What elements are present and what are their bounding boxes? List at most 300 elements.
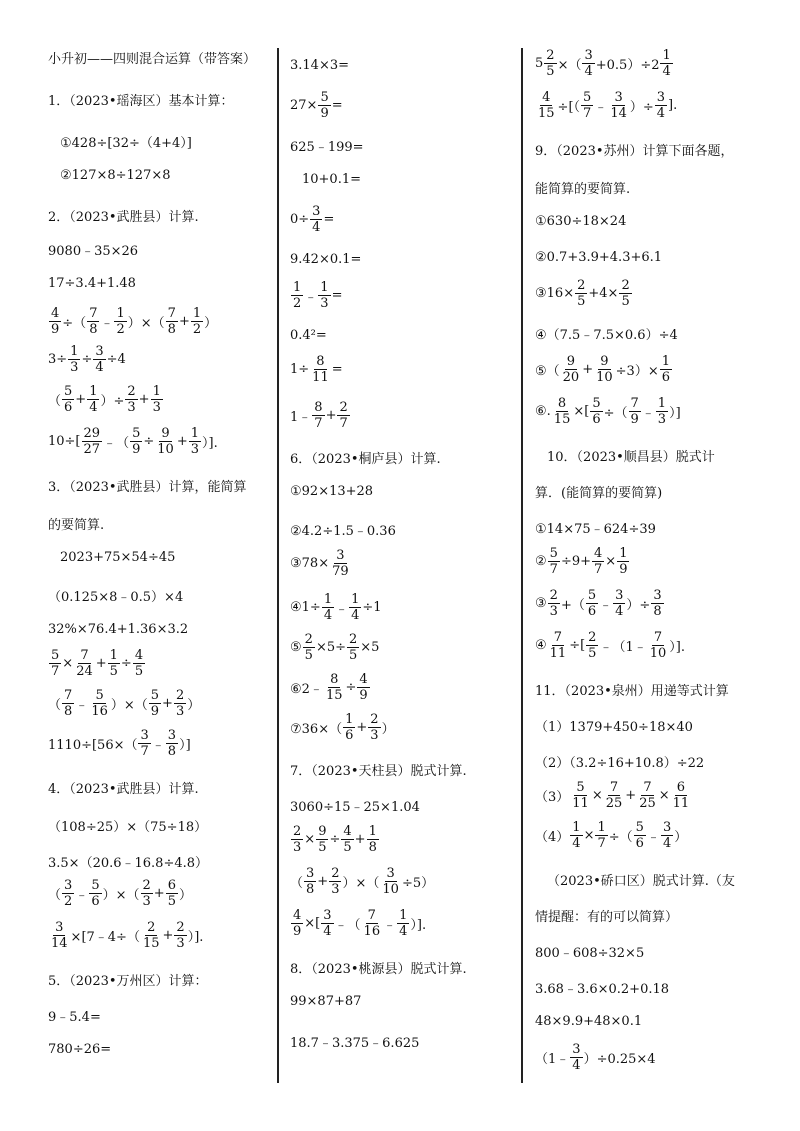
expression-text: ÷（ (603, 406, 628, 421)
fraction-numerator: 1 (109, 648, 118, 663)
fraction-numerator: 1 (70, 344, 79, 359)
expression-text: ④ (535, 638, 547, 653)
expression-text: ⑤ (290, 640, 302, 655)
expression-text: + (162, 928, 174, 943)
fraction (312, 400, 324, 431)
fraction (651, 588, 663, 619)
expression-text: ﹣ (646, 830, 660, 845)
expression-line (290, 632, 379, 663)
expression-text: ÷1 (362, 600, 382, 615)
expression-line (535, 140, 734, 159)
fraction-denominator: 9 (293, 924, 302, 939)
expression-text: + (325, 408, 337, 423)
expression-line (48, 878, 192, 909)
fraction-numerator: 7 (367, 908, 376, 923)
fraction (89, 878, 101, 909)
expression-line (535, 214, 626, 229)
expression-text: ）×（ (102, 888, 140, 903)
fraction (347, 632, 359, 663)
expression-text: × (591, 788, 603, 803)
expression-line (290, 328, 327, 343)
fraction-denominator: 7 (583, 106, 592, 121)
expression-line (290, 172, 361, 187)
expression-line (290, 280, 342, 311)
fraction-numerator: 3 (140, 728, 149, 743)
fraction-numerator: 3 (662, 820, 672, 835)
fraction-numerator: 3 (614, 90, 623, 105)
fraction-denominator: 3 (142, 894, 151, 909)
fraction (304, 866, 316, 897)
fraction (349, 592, 361, 623)
fraction (656, 396, 668, 427)
expression-text: 0÷ (290, 212, 310, 227)
expression-text: ）]. (202, 436, 218, 451)
expression-text: ）×（ (110, 698, 148, 713)
fraction-numerator: 3 (64, 878, 73, 893)
fraction-numerator: 1 (116, 306, 125, 321)
fraction-denominator: 8 (64, 704, 73, 719)
expression-text: 9080﹣35×26 (48, 244, 139, 259)
fraction-denominator: 79 (332, 564, 349, 579)
expression-text: 4．（2023•武胜县）计算. (48, 782, 199, 797)
fraction-numerator: 2 (546, 48, 555, 63)
fraction (582, 48, 594, 79)
expression-text: ）] (179, 738, 191, 753)
expression-text: 1÷ (290, 362, 310, 377)
expression-text: 10+0.1= (302, 172, 362, 187)
fraction-numerator: 2 (147, 920, 156, 935)
fraction (93, 344, 105, 375)
expression-text: ）×（ (342, 876, 380, 891)
fraction-denominator: 15 (538, 106, 555, 121)
fraction-numerator: 7 (630, 396, 639, 411)
fraction-denominator: 6 (345, 728, 354, 743)
expression-text: +（ (560, 598, 585, 613)
expression-text: ÷ (143, 434, 155, 449)
fraction (548, 630, 569, 661)
expression-text: 情提醒：有的可以简算） (535, 910, 679, 925)
expression-line (48, 1006, 101, 1025)
fraction-denominator: 14 (610, 106, 627, 121)
fraction-denominator: 6 (91, 894, 100, 909)
fraction-numerator: 2 (349, 632, 358, 647)
fraction-numerator: 2 (304, 632, 313, 647)
fraction-denominator: 14 (51, 936, 68, 951)
fraction (138, 728, 150, 759)
expression-line (48, 132, 192, 151)
expression-text: + (162, 696, 173, 711)
fraction (660, 48, 672, 79)
expression-text: + (317, 874, 329, 889)
fraction-denominator: 4 (323, 608, 333, 623)
fraction-denominator: 5 (546, 64, 555, 79)
expression-text: ÷ (81, 352, 93, 367)
fraction-denominator: 2 (293, 296, 302, 311)
fraction-numerator: 2 (175, 688, 185, 703)
fraction-numerator: 3 (386, 866, 395, 881)
fraction-denominator: 9 (132, 442, 141, 457)
fraction-numerator: 7 (643, 780, 652, 795)
fraction-numerator: 7 (609, 780, 619, 795)
expression-line (290, 204, 334, 235)
expression-text: × (304, 832, 316, 847)
fraction-denominator: 3 (152, 400, 161, 415)
fraction-denominator: 3 (70, 360, 79, 375)
expression-text: × (583, 828, 595, 843)
fraction (291, 824, 303, 855)
expression-text: ⑥. (535, 404, 551, 419)
expression-text: ）÷ (629, 100, 654, 115)
expression-line (535, 716, 693, 735)
fraction (613, 588, 625, 619)
expression-text: ）]. (187, 930, 204, 945)
fraction-denominator: 2 (192, 322, 202, 337)
expression-text: ÷ (120, 656, 132, 671)
fraction-denominator: 3 (190, 442, 199, 457)
fraction-denominator: 8 (368, 840, 377, 855)
fraction (114, 306, 126, 337)
expression-text: （4） (535, 830, 570, 845)
fraction-denominator: 6 (592, 412, 601, 427)
expression-line (48, 852, 208, 871)
fraction (330, 548, 351, 579)
fraction-denominator: 10 (596, 370, 613, 385)
fraction-denominator: 27 (83, 442, 101, 457)
column-divider (277, 48, 279, 1083)
fraction (321, 908, 333, 939)
fraction-numerator: 2 (127, 384, 136, 399)
fraction (592, 546, 604, 577)
expression-line (535, 278, 633, 309)
fraction-numerator: 2 (142, 878, 151, 893)
expression-text: 18.7﹣3.375﹣6.625 (290, 1036, 420, 1051)
expression-line (48, 1042, 111, 1057)
fraction (68, 344, 80, 375)
fraction-denominator: 8 (653, 604, 662, 619)
fraction-denominator: 5 (167, 894, 176, 909)
fraction (362, 908, 383, 939)
expression-line (535, 752, 704, 771)
expression-text: ﹣ (304, 290, 318, 305)
expression-text: （3） (535, 790, 570, 805)
fraction-numerator: 3 (615, 588, 624, 603)
expression-text: ÷3）× (615, 364, 659, 379)
expression-line (535, 250, 662, 265)
expression-line (290, 448, 441, 467)
expression-text: 780÷26= (48, 1042, 112, 1057)
fraction-numerator: 1 (152, 384, 161, 399)
fraction-denominator: 10 (649, 646, 667, 661)
expression-text: ÷[ (569, 638, 586, 653)
fraction (322, 592, 334, 623)
expression-line (535, 870, 735, 889)
expression-text: × (658, 788, 670, 803)
fraction (608, 90, 629, 121)
fraction (594, 354, 615, 385)
fraction-denominator: 3 (549, 604, 558, 619)
fraction (629, 396, 641, 427)
fraction-denominator: 7 (339, 416, 348, 431)
fraction-denominator: 20 (562, 370, 580, 385)
fraction-denominator: 5 (109, 664, 118, 679)
expression-text: 48×9.9+48×0.1 (535, 1014, 643, 1029)
expression-text: ）÷ (100, 394, 125, 409)
fraction (380, 866, 401, 897)
expression-text: + (153, 886, 165, 901)
fraction (619, 278, 631, 309)
fraction-denominator: 9 (359, 688, 368, 703)
fraction-denominator: 3 (320, 296, 329, 311)
expression-text: 2023+75×54÷45 (60, 550, 176, 565)
expression-text: 1﹣ (290, 410, 312, 425)
expression-text: ）÷ (626, 598, 651, 613)
expression-text: （ (290, 876, 304, 891)
fraction (397, 908, 409, 939)
expression-text: ﹣ (151, 738, 165, 753)
expression-text: ×[ (304, 916, 321, 931)
fraction (155, 426, 176, 457)
expression-line (290, 520, 396, 539)
fraction-denominator: 4 (95, 360, 104, 375)
expression-text: ﹣ (383, 918, 397, 933)
expression-text: ）×（ (127, 316, 165, 331)
expression-text: + (178, 314, 190, 329)
fraction-denominator: 8 (306, 882, 315, 897)
fraction (548, 588, 560, 619)
expression-text: 算．(能简算的要简算) (535, 486, 663, 501)
expression-text: ） (178, 888, 192, 903)
fraction-denominator: 4 (662, 836, 672, 851)
fraction (49, 920, 70, 951)
expression-line (290, 760, 467, 779)
fraction-denominator: 6 (64, 400, 73, 415)
expression-text: ①428÷[32÷（4+4）] (60, 136, 192, 151)
expression-text: （ (48, 698, 62, 713)
fraction (595, 820, 607, 851)
fraction (310, 354, 331, 385)
fraction-denominator: 7 (314, 416, 323, 431)
fraction (590, 396, 602, 427)
expression-text: 9．（2023•苏州）计算下面各题， (535, 144, 734, 159)
expression-line (290, 592, 382, 623)
expression-text: 27× (290, 98, 318, 113)
expression-text: ÷ (345, 680, 357, 695)
fraction-numerator: 3 (323, 908, 332, 923)
fraction-denominator: 9 (150, 704, 160, 719)
expression-text: + (176, 434, 188, 449)
expression-text: ⑦36×（ (290, 722, 343, 737)
expression-text: ） (204, 316, 218, 331)
fraction-denominator: 7 (549, 562, 558, 577)
fraction (343, 712, 355, 743)
fraction (570, 1042, 582, 1073)
fraction (87, 384, 99, 415)
fraction-numerator: 1 (661, 354, 670, 369)
fraction-denominator: 9 (320, 106, 329, 121)
fraction-numerator: 2 (176, 920, 185, 935)
expression-line (535, 780, 692, 811)
expression-text: 3.14×3= (290, 58, 350, 73)
expression-text: +0.5）÷2 (595, 58, 660, 73)
fraction-numerator: 5 (320, 90, 329, 105)
fraction-numerator: 3 (653, 588, 662, 603)
fraction (570, 780, 591, 811)
expression-text: ﹣（ (334, 918, 361, 933)
fraction-denominator: 2 (64, 894, 73, 909)
fraction (174, 920, 186, 951)
expression-text: ×[ (573, 404, 590, 419)
expression-text: 小升初——四则混合运算（带答案） (48, 52, 257, 67)
fraction-denominator: 4 (615, 604, 624, 619)
fraction (586, 630, 598, 661)
fraction-numerator: 5 (549, 546, 558, 561)
fraction (341, 824, 353, 855)
fraction (49, 648, 61, 679)
fraction-numerator: 8 (316, 354, 325, 369)
fraction-numerator: 4 (343, 824, 352, 839)
expression-text: ） (187, 698, 201, 713)
fraction-numerator: 7 (89, 306, 98, 321)
fraction-denominator: 9 (619, 562, 628, 577)
expression-text: 9﹣5.4= (48, 1010, 101, 1025)
expression-text: 6．（2023•桐庐县）计算. (290, 452, 441, 467)
fraction-numerator: 5 (91, 878, 100, 893)
expression-text: 的要简算. (48, 518, 105, 533)
expression-line (535, 1014, 642, 1029)
fraction (552, 396, 573, 427)
fraction-numerator: 1 (657, 396, 667, 411)
expression-text: ÷[（ (557, 100, 581, 115)
fraction (108, 648, 120, 679)
expression-line (48, 168, 171, 183)
fraction (671, 780, 692, 811)
fraction (166, 878, 178, 909)
expression-text: = (331, 288, 343, 303)
fraction-denominator: 5 (304, 648, 313, 663)
fraction-numerator: 8 (314, 400, 323, 415)
fraction-numerator: 4 (293, 908, 302, 923)
expression-line (535, 446, 715, 465)
expression-line (535, 90, 677, 121)
expression-text: 能简算的要简算. (535, 182, 631, 197)
expression-text: 7．（2023•天柱县）脱式计算. (290, 764, 467, 779)
fraction-numerator: 3 (336, 548, 345, 563)
fraction-numerator: 7 (553, 630, 563, 645)
fraction-numerator: 1 (597, 820, 606, 835)
fraction-denominator: 6 (661, 370, 670, 385)
expression-text: ①14×75﹣624÷39 (535, 522, 656, 537)
expression-text: （ (48, 888, 62, 903)
expression-line (48, 48, 256, 67)
fraction-numerator: 1 (320, 280, 329, 295)
fraction-denominator: 4 (312, 220, 321, 235)
expression-text: ﹣（ (103, 436, 130, 451)
fraction-numerator: 3 (656, 90, 666, 105)
fraction (536, 90, 557, 121)
fraction (324, 672, 345, 703)
fraction-denominator: 9 (51, 322, 60, 337)
fraction (544, 48, 556, 79)
fraction (82, 426, 103, 457)
fraction-denominator: 4 (323, 924, 332, 939)
expression-line (48, 622, 188, 637)
fraction-numerator: 2 (370, 712, 379, 727)
expression-line (535, 630, 685, 661)
expression-text: 99×87+87 (290, 994, 362, 1009)
fraction-numerator: 3 (306, 866, 315, 881)
fraction-denominator: 11 (572, 796, 589, 811)
expression-text: （1﹣ (535, 1052, 570, 1067)
expression-text: = (331, 98, 343, 113)
expression-text: （0.125×8﹣0.5）×4 (48, 590, 184, 605)
fraction-numerator: 3 (167, 728, 177, 743)
expression-line (48, 586, 183, 605)
fraction (130, 426, 142, 457)
fraction-numerator: 1 (619, 546, 628, 561)
fraction (617, 546, 629, 577)
fraction-numerator: 1 (399, 908, 408, 923)
fraction-denominator: 4 (584, 64, 593, 79)
fraction (62, 878, 74, 909)
expression-line (290, 400, 351, 431)
fraction (357, 672, 369, 703)
expression-line (290, 866, 434, 897)
expression-text: ﹣ (641, 406, 655, 421)
fraction-numerator: 3 (55, 920, 64, 935)
fraction-numerator: 6 (676, 780, 686, 795)
fraction-numerator: 1 (368, 824, 377, 839)
fraction-numerator: 1 (323, 592, 333, 607)
expression-text: 625﹣199= (290, 140, 364, 155)
fraction-denominator: 3 (331, 882, 340, 897)
column-divider (521, 48, 523, 1083)
expression-text: ﹣ (100, 316, 114, 331)
expression-text: ③ (535, 596, 547, 611)
expression-text: 1110÷[56×（ (48, 738, 138, 753)
expression-line (290, 908, 426, 939)
expression-text: ） (381, 722, 395, 737)
expression-line (48, 306, 217, 337)
expression-text: ﹣ (599, 598, 613, 613)
fraction-denominator: 4 (399, 924, 408, 939)
expression-text: （1）1379+450÷18×40 (535, 720, 693, 735)
fraction-numerator: 2 (588, 630, 597, 645)
expression-line (290, 712, 395, 743)
expression-text: ）÷0.25×4 (583, 1052, 656, 1067)
fraction-denominator: 10 (382, 882, 399, 897)
fraction-denominator: 15 (142, 936, 160, 951)
fraction-numerator: 5 (587, 588, 597, 603)
expression-line (535, 518, 656, 537)
expression-text: ÷（ (62, 316, 87, 331)
expression-line (290, 548, 352, 579)
expression-text: 2．（2023•武胜县）计算. (48, 210, 199, 225)
fraction (318, 90, 330, 121)
expression-text: 3.5×（20.6﹣16.8÷4.8） (48, 856, 209, 871)
fraction-numerator: 1 (192, 306, 202, 321)
fraction-numerator: 4 (542, 90, 551, 105)
fraction-numerator: 1 (293, 280, 302, 295)
fraction (575, 278, 587, 309)
expression-text: = (331, 362, 343, 377)
fraction-numerator: 3 (584, 48, 593, 63)
fraction-numerator: 5 (576, 780, 585, 795)
expression-line (48, 728, 191, 759)
fraction-numerator: 3 (312, 204, 321, 219)
fraction-denominator: 11 (672, 796, 690, 811)
fraction (166, 728, 178, 759)
expression-text: ①92×13+28 (290, 484, 374, 499)
